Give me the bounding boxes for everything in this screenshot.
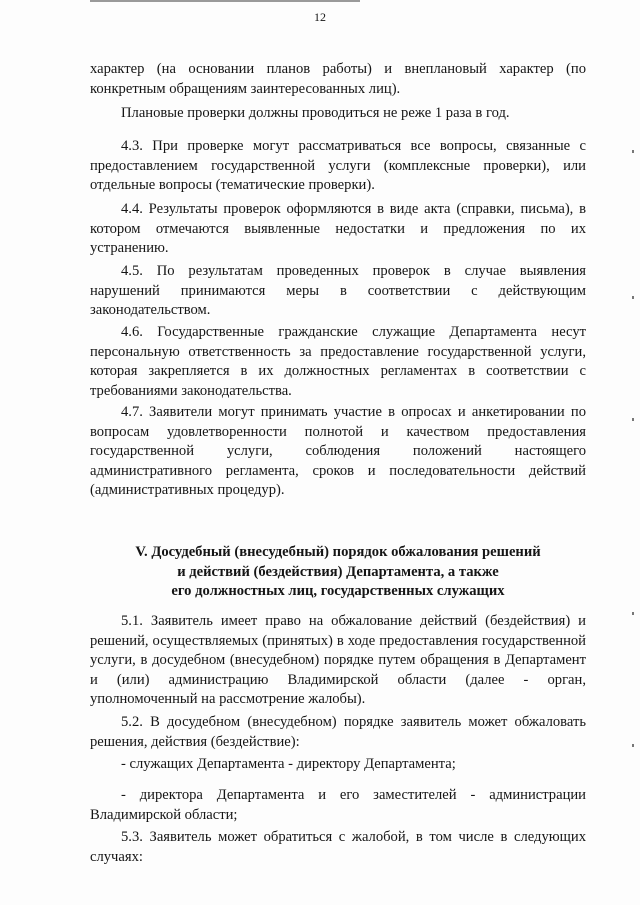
paragraph-4-7: 4.7. Заявители могут принимать участие в опросах и анкетировании по вопросам удовлетворенности полнотой и качеством предоставления государственной услуги, соблюдения положений настоящего административного регламента, сроков и последовательности действий (административных процедур). (90, 404, 586, 498)
section-heading (90, 543, 586, 602)
scan-edge (90, 0, 360, 2)
paragraph-continuation: характер (на основании планов работы) и внеплановый характер (по конкретным обращениям заинтересованных лиц). (90, 61, 586, 97)
paragraph-planned-checks: Плановые проверки должны проводиться не реже 1 раза в год. (121, 105, 510, 121)
list-item-director: - директора Департамента и его заместителей - администрации Владимирской области; (90, 787, 586, 823)
paragraph-4-3: 4.3. При проверке могут рассматриваться все вопросы, связанные с предоставлением государственной услуги (комплексные проверки), или отдельные вопросы (тематические проверки). (90, 138, 586, 193)
scan-mark (632, 296, 634, 299)
scan-mark (632, 150, 634, 153)
paragraph-4-5: 4.5. По результатам проведенных проверок в случае выявления нарушений принимаются меры в соответствии с действующим законодательством. (90, 263, 586, 318)
paragraph-5-3: 5.3. Заявитель может обратиться с жалобой, в том числе в следующих случаях: (90, 829, 586, 865)
section-heading-line: и действий (бездействия) Департамента, а также (177, 563, 499, 580)
section-heading-line: его должностных лиц, государственных служащих (171, 583, 505, 599)
scan-mark (632, 612, 634, 615)
paragraph-5-2: 5.2. В досудебном (внесудебном) порядке заявитель может обжаловать решения, действия (бездействие): (90, 714, 586, 750)
scan-mark (632, 418, 634, 421)
scan-mark (632, 744, 634, 747)
list-item-employees: - служащих Департамента - директору Департамента; (121, 756, 456, 772)
paragraph-5-1: 5.1. Заявитель имеет право на обжалование действий (бездействия) и решений, осуществляемых (принятых) в ходе предоставления государственной услуги, в досудебном (внесудебном) порядке путем обращения в Департамент и (или) администрацию Владимирской области (далее - орган, уполномоченный на рассмотрение жалобы). (90, 613, 586, 707)
page-number: 12 (314, 10, 326, 24)
section-heading-line: V. Досудебный (внесудебный) порядок обжалования решений (135, 544, 541, 560)
paragraph-4-4: 4.4. Результаты проверок оформляются в виде акта (справки, письма), в котором отмечаются выявленные недостатки и предложения по их устранению. (90, 201, 586, 256)
paragraph-4-6: 4.6. Государственные гражданские служащие Департамента несут персональную ответственность за предоставление государственной услуги, которая закрепляется в их должностных регламентах в соответствии с требованиями законодательства. (90, 324, 586, 399)
